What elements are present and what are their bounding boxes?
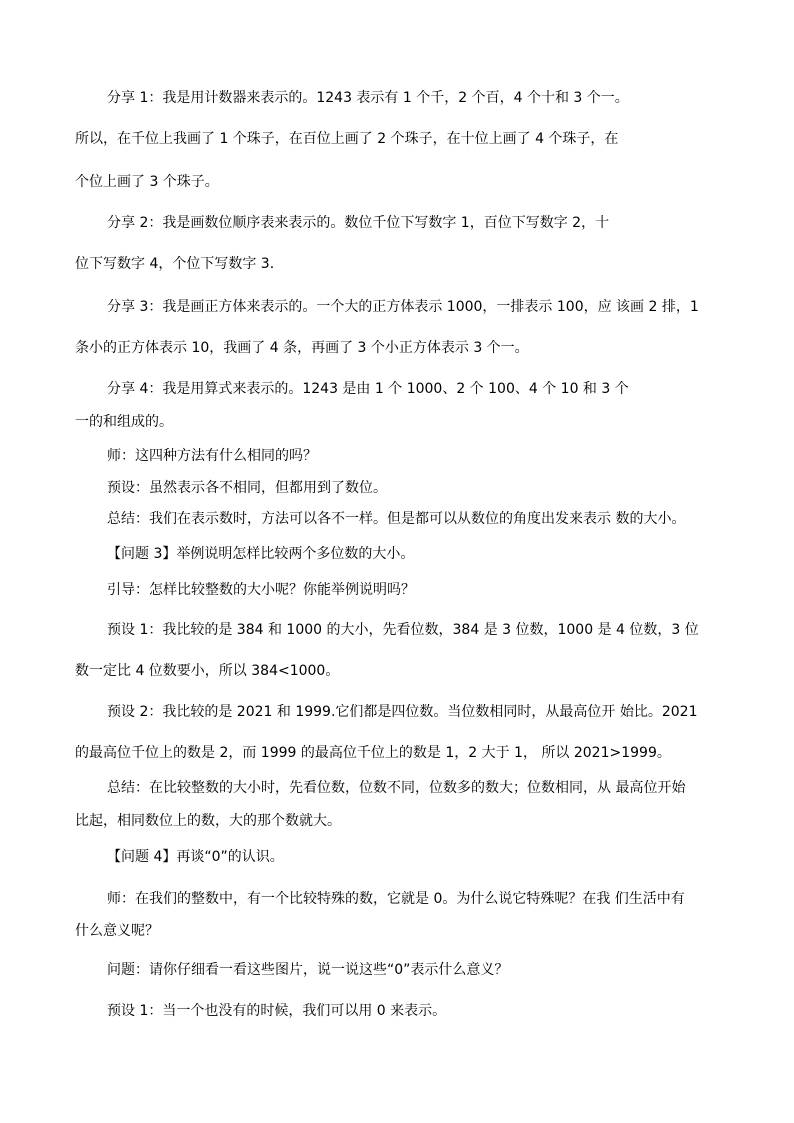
paragraph-line: 引导：怎样比较整数的大小呢？你能举例说明吗？ xyxy=(107,582,415,598)
paragraph-line: 问题：请你仔细看一看这些图片，说一说这些“0”表示什么意义？ xyxy=(107,962,509,978)
paragraph-line: 什么意义呢？ xyxy=(75,923,159,939)
paragraph-line: 总结：在比较整数的大小时，先看位数，位数不同，位数多的数大；位数相同，从 最高位开始 xyxy=(107,780,686,796)
paragraph-line: 预设 1：我比较的是 384 和 1000 的大小，先看位数，384 是 3 位数，1000 是 4 位数，3 位 xyxy=(107,622,699,638)
paragraph-line: 分享 4：我是用算式来表示的。1243 是由 1 个 1000、2 个 100、4 个 10 和 3 个 xyxy=(107,381,629,397)
paragraph-line: 所以，在千位上我画了 1 个珠子，在百位上画了 2 个珠子，在十位上画了 4 个珠子，在 xyxy=(75,131,619,147)
section-heading: 【问题 4】再谈“0”的认识。 xyxy=(107,849,284,865)
paragraph-line: 数一定比 4 位数要小，所以 384<1000。 xyxy=(75,663,340,679)
paragraph-line: 分享 3：我是画正方体来表示的。一个大的正方体表示 1000，一排表示 100，应 该画 2 排，1 xyxy=(107,299,699,315)
paragraph-line: 总结：我们在表示数时，方法可以各不一样。但是都可以从数位的角度出发来表示 数的大小。 xyxy=(107,511,686,527)
paragraph-line: 师：这四种方法有什么相同的吗？ xyxy=(107,448,317,464)
paragraph-line: 条小的正方体表示 10，我画了 4 条，再画了 3 个小正方体表示 3 个一。 xyxy=(75,340,529,356)
paragraph-line: 一的和组成的。 xyxy=(75,414,173,430)
paragraph-line: 预设 2：我比较的是 2021 和 1999.它们都是四位数。当位数相同时，从最高位开 始比。2021 xyxy=(107,704,698,720)
paragraph-line: 分享 2：我是画数位顺序表来表示的。数位千位下写数字 1，百位下写数字 2，十 xyxy=(107,215,610,231)
paragraph-line: 的最高位千位上的数是 2，而 1999 的最高位千位上的数是 1，2 大于 1， 所以 2021>1999。 xyxy=(75,745,671,761)
paragraph-line: 比起，相同数位上的数，大的那个数就大。 xyxy=(75,813,341,829)
section-heading: 【问题 3】举例说明怎样比较两个多位数的大小。 xyxy=(107,546,415,562)
paragraph-line: 分享 1：我是用计数器来表示的。1243 表示有 1 个千，2 个百，4 个十和 3 个一。 xyxy=(107,90,629,106)
paragraph-line: 预设 1：当一个也没有的时候，我们可以用 0 来表示。 xyxy=(107,1003,447,1019)
paragraph-line: 预设：虽然表示各不相同，但都用到了数位。 xyxy=(107,480,387,496)
paragraph-line: 师：在我们的整数中，有一个比较特殊的数，它就是 0。为什么说它特殊呢？在我 们生活中有 xyxy=(107,891,685,907)
paragraph-line: 个位上画了 3 个珠子。 xyxy=(75,174,219,190)
paragraph-line: 位下写数字 4，个位下写数字 3. xyxy=(75,256,275,272)
